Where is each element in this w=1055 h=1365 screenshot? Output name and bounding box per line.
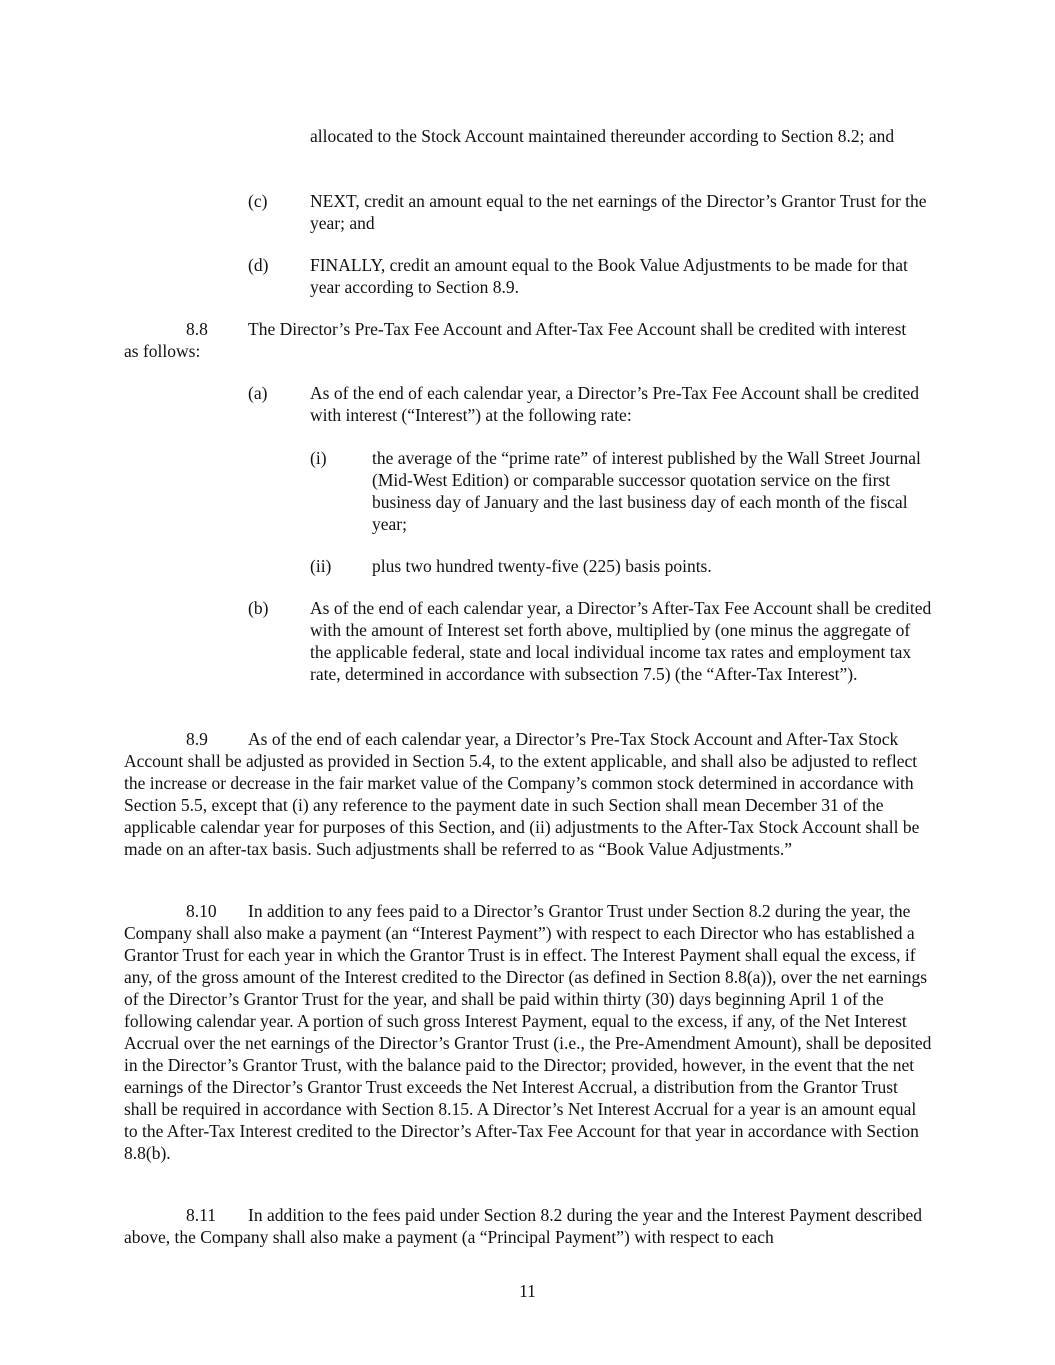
sub-item-ii-text: plus two hundred twenty-five (225) basis points.: [372, 556, 712, 576]
item-b-text: As of the end of each calendar year, a Director’s After-Tax Fee Account shall be credited with the amount of Interest set forth above, multiplied by (one minus the aggregate of the applicable federal, state and local individual income tax rates and employment tax rate, determined in accordance with subsection 7.5) (the “After-Tax Interest”).: [310, 598, 932, 684]
section-8-9-text: As of the end of each calendar year, a Director’s Pre-Tax Stock Account and After-Tax Stock Account shall be adjusted as provided in Section 5.4, to the extent applicable, and shall also be adjusted to reflect the increase or decrease in the fair market value of the Company’s common stock determined in accordance with Section 5.5, except that (i) any reference to the payment date in such Section shall mean December 31 of the applicable calendar year for purposes of this Section, and (ii) adjustments to the After-Tax Stock Account shall be made on an after-tax basis. Such adjustments shall be referred to as “Book Value Adjustments.”: [124, 729, 920, 859]
section-8-11-text: In addition to the fees paid under Section 8.2 during the year and the Interest Payment described above, the Company shall also make a payment (a “Principal Payment”) with respect to each: [124, 1205, 923, 1247]
item-a-label: (a): [248, 383, 268, 403]
continuation-paragraph: allocated to the Stock Account maintained thereunder according to Section 8.2; and: [310, 126, 895, 146]
item-c-label: (c): [248, 191, 268, 211]
item-a-text: As of the end of each calendar year, a Director’s Pre-Tax Fee Account shall be credited with interest (“Interest”) at the following rate:: [310, 383, 920, 425]
section-8-11: [124, 1204, 934, 1248]
section-8-11-number: 8.11: [186, 1205, 216, 1225]
item-c-text: NEXT, credit an amount equal to the net earnings of the Director’s Grantor Trust for the year; and: [310, 191, 927, 233]
section-8-10-number: 8.10: [186, 901, 217, 921]
section-8-10-text: In addition to any fees paid to a Director’s Grantor Trust under Section 8.2 during the year, the Company shall also make a payment (an “Interest Payment”) with respect to each Director who has established a Grantor Trust for each year in which the Grantor Trust is in effect. The Interest Payment shall equal the excess, if any, of the gross amount of the Interest credited to the Director (as defined in Section 8.8(a)), over the net earnings of the Director’s Grantor Trust for the year, and shall be paid within thirty (30) days beginning April 1 of the following calendar year. A portion of such gross Interest Payment, equal to the excess, if any, of the Net Interest Accrual over the net earnings of the Director’s Grantor Trust (i.e., the Pre-Amendment Amount), shall be deposited in the Director’s Grantor Trust, with the balance paid to the Director; provided, however, in the event that the net earnings of the Director’s Grantor Trust exceeds the Net Interest Accrual, a distribution from the Grantor Trust shall be required in accordance with Section 8.15. A Director’s Net Interest Accrual for a year is an amount equal to the After-Tax Interest credited to the Director’s After-Tax Fee Account for that year in accordance with Section 8.8(b).: [124, 901, 932, 1163]
section-8-9-number: 8.9: [186, 729, 208, 749]
section-8-8-number: 8.8: [186, 319, 208, 339]
section-8-8-text: The Director’s Pre-Tax Fee Account and After-Tax Fee Account shall be credited with interest as follows:: [124, 319, 907, 361]
item-d-label: (d): [248, 255, 269, 275]
section-8-9: [124, 728, 934, 860]
page-number: 11: [519, 1281, 536, 1301]
sub-item-ii-label: (ii): [310, 556, 332, 576]
section-8-8: [124, 318, 924, 362]
item-d-text: FINALLY, credit an amount equal to the Book Value Adjustments to be made for that year according to Section 8.9.: [310, 255, 908, 297]
sub-item-i-label: (i): [310, 448, 327, 468]
item-b-label: (b): [248, 598, 269, 618]
section-8-10: [124, 900, 934, 1164]
sub-item-i-text: the average of the “prime rate” of interest published by the Wall Street Journal (Mid-West Edition) or comparable successor quotation service on the first business day of January and the last business day of each month of the fiscal year;: [372, 448, 921, 534]
